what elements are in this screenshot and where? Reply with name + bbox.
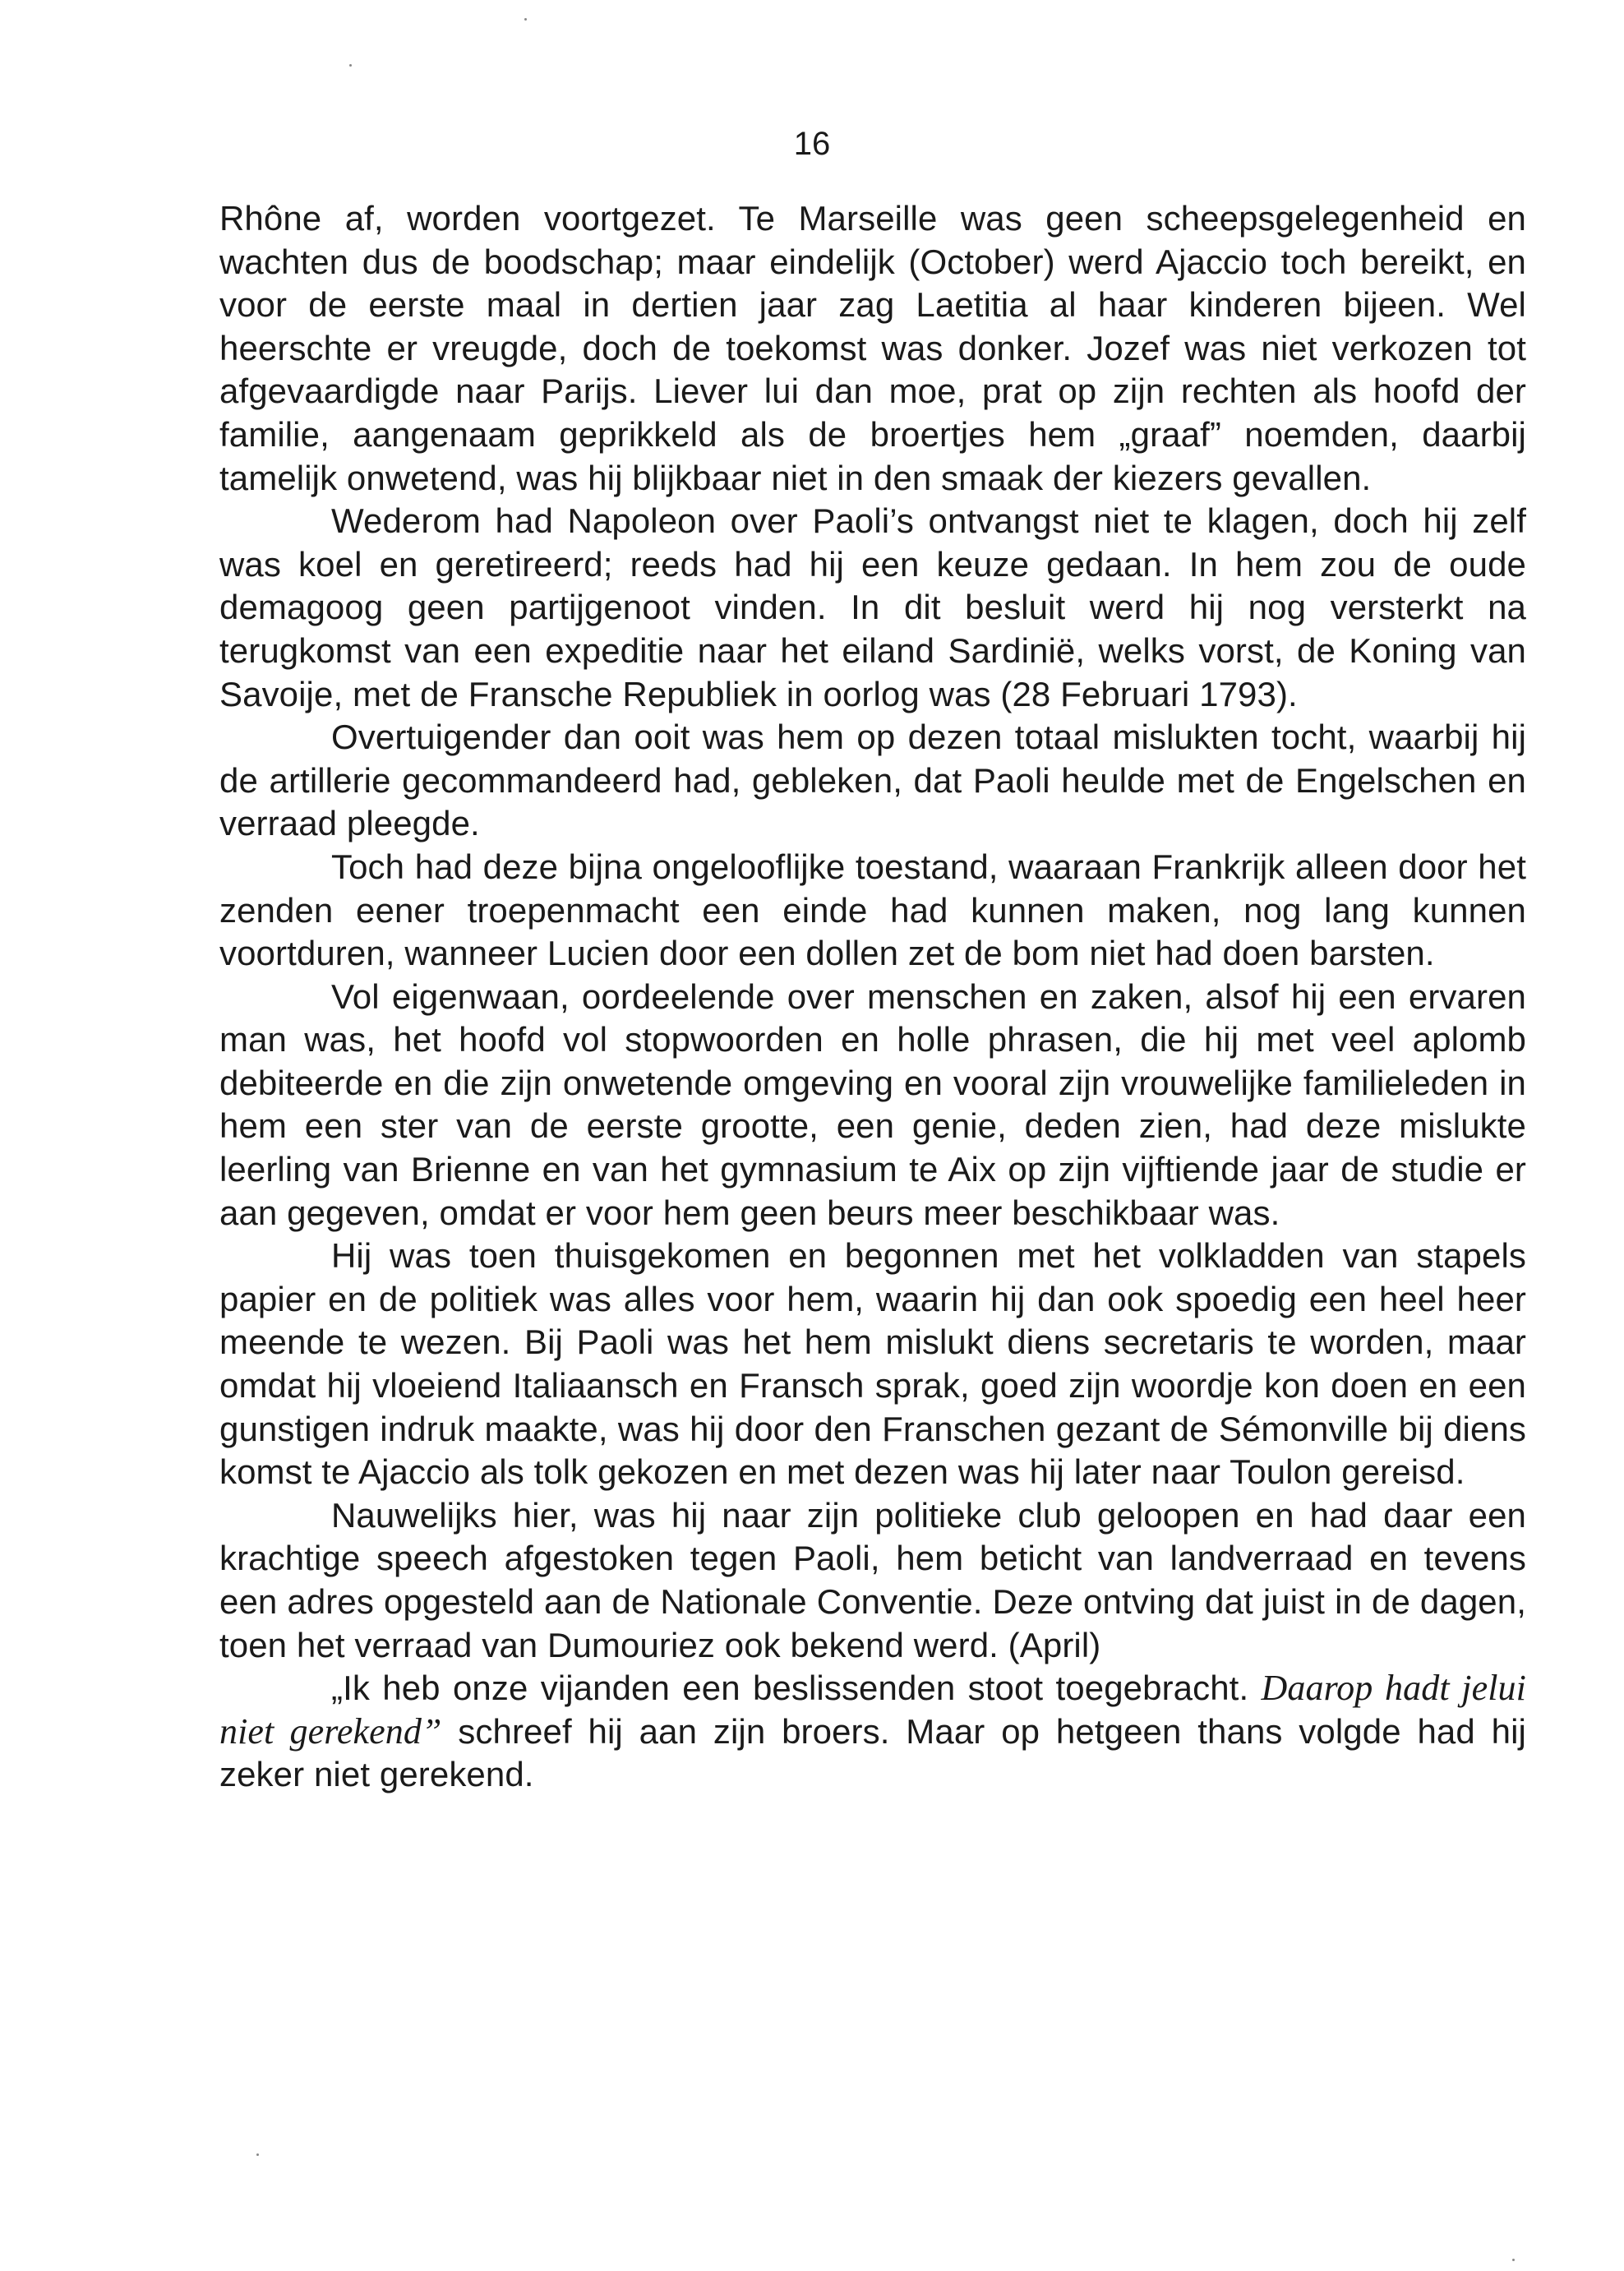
quote-text: „Ik heb onze vijanden een beslissenden stoot toegebracht.	[331, 1669, 1262, 1708]
italic-quote: Daarop hadt jelui niet gerekend”	[219, 1668, 1526, 1752]
paragraph-3: Overtuigender dan ooit was hem op dezen totaal mislukten tocht, waarbij hij de artillerie gecommandeerd had, gebleken, dat Paoli heulde met de Engelschen en verraad pleegde.	[219, 718, 1526, 843]
paragraph-5: Vol eigenwaan, oordeelende over menschen en zaken, alsof hij een ervaren man was, het hoofd vol stopwoorden en holle phrasen, die hij met veel aplomb debiteerde en die zijn onwetende omgeving en vooral zijn vrouwelijke familieleden in hem een ster van de eerste grootte, een genie, deden zien, had deze mislukte leerling van Brienne en van het gymnasium te Aix op zijn vijftiende jaar de studie er aan gegeven, omdat er voor hem geen beurs meer beschikbaar was.	[219, 976, 1526, 1232]
scan-speck	[349, 64, 352, 67]
page-number: 16	[793, 126, 831, 162]
paragraph-2: Wederom had Napoleon over Paoli’s ontvangst niet te klagen, doch hij zelf was koel en geretireerd; reeds had hij een keuze gedaan. In hem zou de oude demagoog geen partijgenoot vinden. In dit besluit werd hij nog versterkt na terugkomst van een expeditie naar het eiland Sardinië, welks vorst, de Koning van Savoije, met de Fransche Republiek in oorlog was (28 Februari 1793).	[219, 501, 1526, 713]
paragraph-7: Nauwelijks hier, was hij naar zijn politieke club geloopen en had daar een krachtige speech afgestoken tegen Paoli, hem beticht van landverraad en tevens een adres opgesteld aan de Nationale Conventie. Deze ontving dat juist in de dagen, toen het verraad van Dumouriez ook bekend werd. (April)	[219, 1495, 1526, 1664]
paragraph-1: Rhône af, worden voortgezet. Te Marseille was geen scheepsgelegenheid en wachten dus de boodschap; maar eindelijk (October) werd Ajaccio toch bereikt, en voor de eerste maal in dertien jaar zag Laetitia al haar kinderen bijeen. Wel heerschte er vreugde, doch de toekomst was donker. Jozef was niet verkozen tot afgevaardigde naar Parijs. Liever lui dan moe, prat op zijn rechten als hoofd der familie, aangenaam geprikkeld als de broertjes hem „graaf” noemden, daarbij tamelijk onwetend, was hij blijkbaar niet in den smaak der kiezers gevallen.	[219, 199, 1526, 497]
paragraph-4: Toch had deze bijna ongelooflijke toestand, waaraan Frankrijk alleen door het zenden eener troepenmacht een einde had kunnen maken, nog lang kunnen voortduren, wanneer Lucien door een dollen zet de bom niet had doen barsten.	[219, 847, 1526, 973]
scan-speck	[524, 18, 527, 21]
closing-text: schreef hij aan zijn broers. Maar op hetgeen thans volgde had hij zeker niet gerekend.	[219, 1711, 1526, 1794]
scan-speck	[1512, 2259, 1515, 2261]
paragraph-6: Hij was toen thuisgekomen en begonnen met het volkladden van stapels papier en de politiek was alles voor hem, waarin hij dan ook spoedig een heel heer meende te wezen. Bij Paoli was het hem mislukt diens secretaris te worden, maar omdat hij vloeiend Italiaansch en Fransch sprak, goed zijn woordje kon doen en een gunstigen indruk maakte, was hij door den Franschen gezant de Sémonville bij diens komst te Ajaccio als tolk gekozen en met dezen was hij later naar Toulon gereisd.	[219, 1236, 1526, 1492]
paragraph-8	[219, 1667, 1526, 1797]
scan-speck	[256, 2153, 259, 2156]
body-text	[219, 197, 1526, 1797]
